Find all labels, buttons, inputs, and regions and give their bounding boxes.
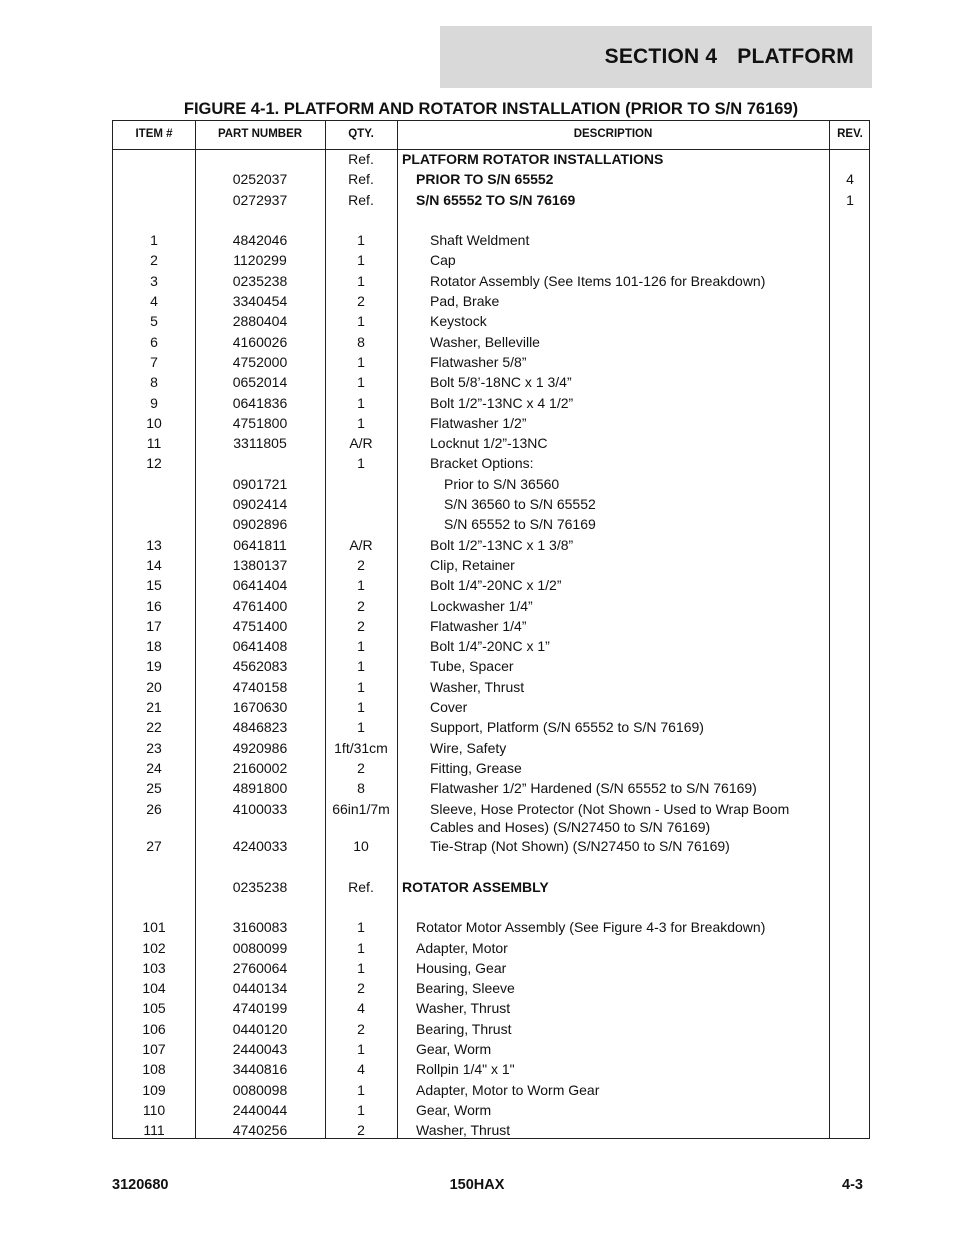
item-number-cell: 25 [146,780,162,797]
table-row [113,352,869,372]
description-cell: Bearing, Sleeve [416,980,515,997]
part-number-cell: 1380137 [232,556,288,573]
table-row [113,453,869,473]
part-number-cell: 0235238 [232,878,288,895]
description-cell: Flatwasher 5/8” [430,353,527,370]
item-number-cell: 18 [146,638,162,655]
table-row [113,697,869,717]
description-cell: Gear, Worm [416,1041,492,1058]
quantity-cell: 1 [357,658,365,675]
quantity-cell: 1 [357,577,365,594]
part-number-cell: 4751800 [232,414,288,431]
item-number-cell: 27 [146,838,162,855]
part-number-cell: 0235238 [232,272,288,289]
table-row [113,149,869,169]
item-number-cell: 23 [146,739,162,756]
section-name: PLATFORM [737,45,854,68]
quantity-cell: 1 [357,939,365,956]
item-number-cell: 24 [146,759,162,776]
description-cell: Washer, Belleville [430,333,540,350]
table-row [113,1039,869,1059]
item-number-cell: 6 [150,333,158,350]
quantity-cell: 1 [357,638,365,655]
part-number-cell: 2760064 [232,959,288,976]
quantity-cell: Ref. [348,191,374,208]
part-number-cell: 1120299 [233,252,287,269]
description-cell: Adapter, Motor to Worm Gear [416,1081,600,1098]
item-number-cell: 19 [146,658,162,675]
spacer-row [113,856,869,876]
table-row [113,1080,869,1100]
quantity-cell: 4 [357,1061,365,1078]
description-cell: Sleeve, Hose Protector (Not Shown - Used to Wrap Boom Cables and Hoses) (S/N27450 to S/N 76169) [430,800,790,836]
description-cell: Bolt 1/4”-20NC x 1” [430,638,550,655]
item-number-cell: 17 [146,617,162,634]
item-number-cell: 106 [142,1020,166,1037]
description-cell: Washer, Thrust [430,678,525,695]
quantity-cell: 8 [357,333,365,350]
quantity-cell: Ref. [348,171,374,188]
quantity-cell: 2 [357,617,365,634]
part-number-cell: 0652014 [232,374,288,391]
table-row [113,998,869,1018]
table-row [113,169,869,189]
description-cell: S/N 36560 to S/N 65552 [444,496,596,513]
table-row [113,738,869,758]
description-cell: Gear, Worm [416,1101,492,1118]
table-row [113,958,869,978]
table-row [113,596,869,616]
quantity-cell: 1 [357,313,365,330]
description-cell: Washer, Thrust [416,1122,511,1139]
part-number-cell: 0080098 [232,1081,288,1098]
description-cell: Bolt 1/2”-13NC x 1 3/8” [430,536,574,553]
quantity-cell: 2 [357,1122,365,1139]
column-header-description: DESCRIPTION [573,128,653,140]
parts-table [112,120,870,1139]
table-row [113,332,869,352]
part-number-cell: 0901721 [232,475,288,492]
item-number-cell: 102 [142,939,166,956]
item-number-cell: 16 [146,597,162,614]
quantity-cell: 1 [357,1101,365,1118]
quantity-cell: 1 [357,1081,365,1098]
description-cell: Tube, Spacer [430,658,514,675]
quantity-cell: 1 [357,414,365,431]
table-row [113,836,869,856]
table-row [113,474,869,494]
column-header-rev: REV. [837,128,863,140]
description-cell: Bolt 5/8’-18NC x 1 3/4” [430,374,572,391]
description-cell: Rollpin 1/4" x 1" [416,1061,515,1078]
part-number-cell: 2160002 [232,759,288,776]
part-number-cell: 4740199 [232,1000,288,1017]
description-cell: Keystock [430,313,487,330]
description-cell: Bearing, Thrust [416,1020,512,1037]
table-row [113,250,869,270]
description-cell: Pad, Brake [430,293,500,310]
part-number-cell: 3160083 [232,919,288,936]
part-number-cell: 0641408 [232,638,288,655]
description-cell: Flatwasher 1/2” [430,414,527,431]
item-number-cell: 103 [142,959,166,976]
part-number-cell: 0641836 [232,394,288,411]
item-number-cell: 10 [146,414,162,431]
item-number-cell: 104 [142,980,166,997]
item-number-cell: 11 [146,435,162,452]
quantity-cell: 2 [357,759,365,776]
table-row [113,799,869,837]
part-number-cell: 3311805 [233,435,287,452]
table-row [113,433,869,453]
part-number-cell: 0902896 [232,516,288,533]
table-row [113,778,869,798]
description-cell: Housing, Gear [416,959,507,976]
table-row [113,636,869,656]
description-cell: Shaft Weldment [430,232,530,249]
table-row [113,1100,869,1120]
table-row [113,514,869,534]
table-row [113,1019,869,1039]
table-row [113,575,869,595]
table-row [113,1120,869,1140]
table-row [113,656,869,676]
table-row [113,616,869,636]
item-number-cell: 13 [146,536,162,553]
table-row [113,758,869,778]
description-cell: Tie-Strap (Not Shown) (S/N27450 to S/N 76169) [430,838,730,855]
table-row [113,413,869,433]
part-number-cell: 0272937 [232,191,288,208]
table-row [113,291,869,311]
quantity-cell: 66in1/7m [332,800,390,817]
column-header-item: ITEM # [135,128,173,140]
table-body [113,149,869,1141]
part-number-cell: 0641404 [232,577,288,594]
part-number-cell: 4761400 [232,597,288,614]
quantity-cell: 8 [357,780,365,797]
part-number-cell: 4752000 [232,353,288,370]
figure-title: FIGURE 4-1. PLATFORM AND ROTATOR INSTALLATION (PRIOR TO S/N 76169) [183,100,799,118]
footer-page-number: 4-3 [842,1177,863,1193]
item-number-cell: 12 [146,455,162,472]
quantity-cell: A/R [349,536,373,553]
quantity-cell: 1 [357,232,365,249]
table-row [113,535,869,555]
quantity-cell: 2 [357,293,365,310]
part-number-cell: 0252037 [232,171,288,188]
part-number-cell: 3440816 [232,1061,288,1078]
part-number-cell: 4740158 [232,678,288,695]
item-number-cell: 3 [150,272,158,289]
description-cell: Cover [430,699,468,716]
section-header [440,26,872,88]
table-row [113,494,869,514]
description-cell: PLATFORM ROTATOR INSTALLATIONS [402,151,664,167]
footer-document-number: 3120680 [112,1177,169,1193]
quantity-cell: 10 [353,838,369,855]
part-number-cell: 4846823 [232,719,288,736]
description-cell: Flatwasher 1/4” [430,617,527,634]
description-cell: S/N 65552 to S/N 76169 [444,516,596,533]
item-number-cell: 105 [142,1000,166,1017]
item-number-cell: 4 [150,293,158,310]
description-cell: Support, Platform (S/N 65552 to S/N 76169) [430,719,704,736]
item-number-cell: 22 [146,719,162,736]
part-number-cell: 4562083 [232,658,288,675]
quantity-cell: 1 [357,719,365,736]
description-cell: Locknut 1/2”-13NC [430,435,548,452]
quantity-cell: Ref. [348,878,374,895]
quantity-cell: 1 [357,272,365,289]
quantity-cell: 2 [357,1020,365,1037]
description-cell: Cap [430,252,456,269]
description-cell: Lockwasher 1/4” [430,597,533,614]
part-number-cell: 4920986 [232,739,288,756]
description-cell: Flatwasher 1/2” Hardened (S/N 65552 to S/N 76169) [430,780,757,797]
item-number-cell: 110 [142,1101,166,1118]
part-number-cell: 0902414 [232,496,288,513]
part-number-cell: 0080099 [232,939,288,956]
description-cell: Clip, Retainer [430,556,515,573]
item-number-cell: 21 [146,699,162,716]
quantity-cell: A/R [349,435,373,452]
item-number-cell: 20 [146,678,162,695]
quantity-cell: 1 [357,1041,365,1058]
table-row [113,717,869,737]
footer-model: 150HAX [449,1177,505,1193]
table-row [113,917,869,937]
part-number-cell: 1670630 [232,699,288,716]
description-cell: Prior to S/N 36560 [444,475,560,492]
part-number-cell: 3340454 [232,293,288,310]
table-row [113,230,869,250]
table-row [113,271,869,291]
table-row [113,938,869,958]
quantity-cell: Ref. [348,151,374,167]
quantity-cell: 1 [357,919,365,936]
quantity-cell: 1 [357,959,365,976]
spacer-row [113,210,869,230]
description-cell: Bolt 1/2”-13NC x 4 1/2” [430,394,574,411]
item-number-cell: 7 [150,353,158,370]
quantity-cell: 2 [357,556,365,573]
section-number: SECTION 4 [604,45,718,68]
table-row [113,677,869,697]
part-number-cell: 4100033 [232,800,288,817]
part-number-cell: 4160026 [232,333,288,350]
part-number-cell: 0641811 [233,536,287,553]
item-number-cell: 14 [146,556,162,573]
quantity-cell: 2 [357,980,365,997]
description-cell: Rotator Motor Assembly (See Figure 4-3 for Breakdown) [416,919,766,936]
revision-cell: 1 [846,191,854,208]
description-cell: Rotator Assembly (See Items 101-126 for Breakdown) [430,272,766,289]
quantity-cell: 1ft/31cm [334,739,388,756]
item-number-cell: 107 [142,1041,166,1058]
description-cell: Adapter, Motor [416,939,508,956]
quantity-cell: 1 [357,455,365,472]
item-number-cell: 5 [150,313,158,330]
item-number-cell: 1 [150,232,158,249]
part-number-cell: 4842046 [232,232,288,249]
quantity-cell: 1 [357,353,365,370]
description-cell: PRIOR TO S/N 65552 [416,171,554,188]
table-row [113,393,869,413]
item-number-cell: 111 [143,1122,165,1139]
description-cell: Washer, Thrust [416,1000,511,1017]
table-row [113,978,869,998]
table-row [113,372,869,392]
part-number-cell: 4751400 [232,617,288,634]
description-cell: Bolt 1/4”-20NC x 1/2” [430,577,562,594]
part-number-cell: 4891800 [232,780,288,797]
quantity-cell: 1 [357,374,365,391]
quantity-cell: 1 [357,394,365,411]
part-number-cell: 2880404 [232,313,288,330]
description-cell: S/N 65552 TO S/N 76169 [416,191,576,208]
description-cell: Fitting, Grease [430,759,522,776]
quantity-cell: 1 [357,252,365,269]
part-number-cell: 4240033 [232,838,288,855]
table-row [113,190,869,210]
quantity-cell: 1 [357,678,365,695]
quantity-cell: 1 [357,699,365,716]
column-header-part-number: PART NUMBER [217,128,303,140]
part-number-cell: 0440120 [232,1020,288,1037]
item-number-cell: 9 [150,394,158,411]
description-cell: Wire, Safety [430,739,507,756]
revision-cell: 4 [846,171,854,188]
table-row [113,555,869,575]
column-header-qty: QTY. [348,128,374,140]
table-row [113,877,869,897]
item-number-cell: 26 [146,800,162,817]
table-row [113,1059,869,1079]
spacer-row [113,897,869,917]
table-row [113,311,869,331]
item-number-cell: 108 [142,1061,166,1078]
part-number-cell: 2440043 [232,1041,288,1058]
part-number-cell: 2440044 [232,1101,288,1118]
part-number-cell: 0440134 [232,980,288,997]
item-number-cell: 8 [150,374,158,391]
description-cell: Bracket Options: [430,455,534,472]
item-number-cell: 109 [142,1081,166,1098]
part-number-cell: 4740256 [232,1122,288,1139]
item-number-cell: 15 [146,577,162,594]
item-number-cell: 2 [150,252,158,269]
item-number-cell: 101 [142,919,166,936]
quantity-cell: 2 [357,597,365,614]
quantity-cell: 4 [357,1000,365,1017]
description-cell: ROTATOR ASSEMBLY [402,878,549,895]
